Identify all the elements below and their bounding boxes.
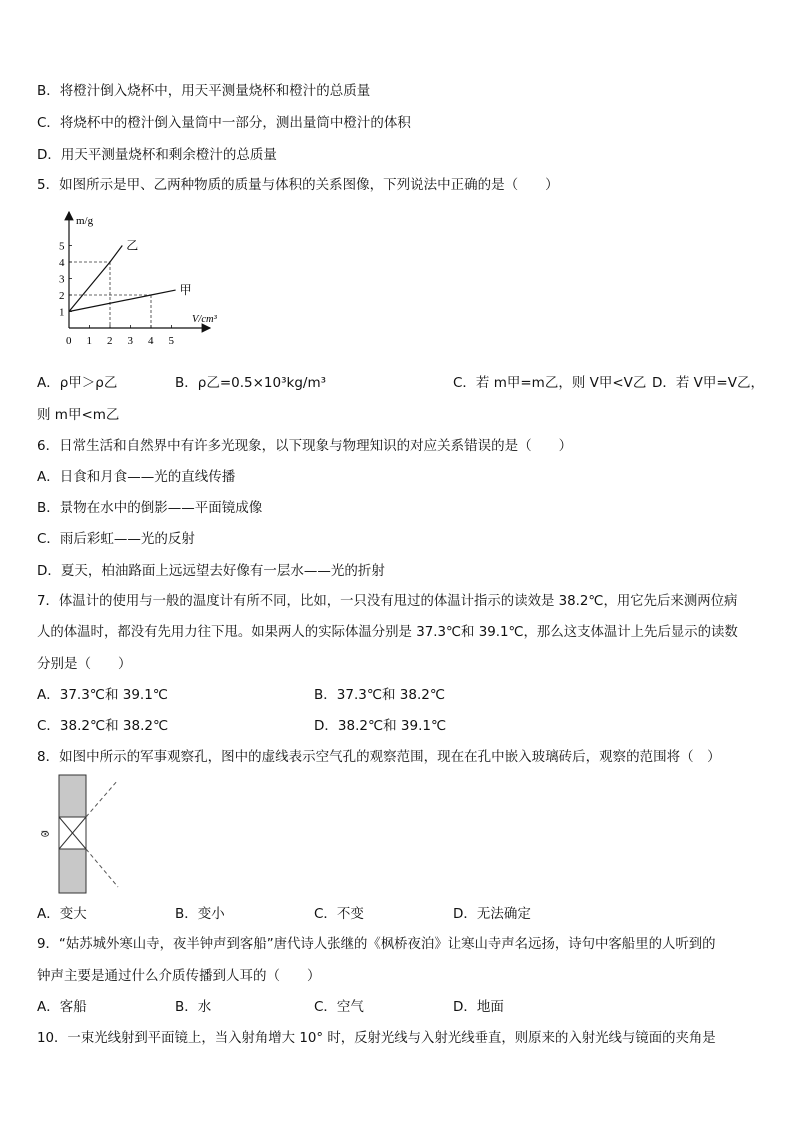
q9-option-a: A．客船 bbox=[37, 999, 87, 1015]
q9-option-d: D．地面 bbox=[453, 999, 504, 1015]
eye-icon bbox=[42, 831, 49, 836]
q8-option-a: A．变大 bbox=[37, 906, 87, 922]
q4-option-d: D．用天平测量烧杯和剩余橙汁的总质量 bbox=[37, 147, 277, 163]
y-tick-label-3: 3 bbox=[59, 273, 65, 286]
series-label-1: 甲 bbox=[179, 283, 192, 298]
q6-option-c: C．雨后彩虹——光的反射 bbox=[37, 531, 195, 547]
q10-stem-line1: 10．一束光线射到平面镜上，当入射角增大 10° 时，反射光线与入射光线垂直，则原来的入射光线与镜面的夹角是 bbox=[37, 1031, 716, 1046]
q4-option-b: B．将橙汁倒入烧杯中，用天平测量烧杯和橙汁的总质量 bbox=[37, 83, 371, 99]
x-tick-label-3: 3 bbox=[127, 335, 133, 347]
q8-observation-hole-diagram bbox=[38, 772, 128, 897]
q8-option-d: D．无法确定 bbox=[453, 906, 531, 922]
view-range-upper bbox=[86, 780, 118, 817]
q6-option-b: B．景物在水中的倒影——平面镜成像 bbox=[37, 500, 263, 516]
q9-option-c: C．空气 bbox=[314, 999, 364, 1015]
q9-stem-line1: 9．“姑苏城外寒山寺，夜半钟声到客船”唐代诗人张继的《枫桥夜泊》让寒山寺声名远扬，诗句中客船里的人听到的 bbox=[37, 937, 716, 952]
q5-option-b: B．ρ乙=0.5×10³kg/m³ bbox=[175, 375, 327, 391]
q5-mass-volume-chart bbox=[55, 206, 235, 351]
q7-stem-line1: 7．体温计的使用与一般的温度计有所不同，比如，一只没有甩过的体温计指示的读效是 38.2℃，用它先后来测两位病 bbox=[37, 594, 738, 609]
view-range-lower bbox=[86, 849, 118, 887]
q5-option-c: C．若 m甲=m乙，则 V甲<V乙 bbox=[453, 375, 647, 391]
x-tick-label-2: 2 bbox=[107, 335, 113, 347]
x-tick-label-4: 4 bbox=[148, 335, 154, 347]
q6-option-a: A．日食和月食——光的直线传播 bbox=[37, 469, 236, 485]
q4-option-c: C．将烧杯中的橙汁倒入量筒中一部分，测出量筒中橙汁的体积 bbox=[37, 115, 411, 131]
chart-guide-lines bbox=[69, 262, 151, 328]
x-axis-label: V/cm³ bbox=[192, 314, 217, 325]
q8-option-c: C．不变 bbox=[314, 906, 364, 922]
series-line-0 bbox=[69, 246, 122, 312]
x-tick-label-0: 0 bbox=[66, 335, 72, 347]
q9-stem-line2: 钟声主要是通过什么介质传播到人耳的（ ） bbox=[37, 968, 321, 984]
y-tick-label-4: 4 bbox=[59, 257, 65, 269]
q7-stem-line3: 分别是（ ） bbox=[37, 656, 132, 672]
series-label-0: 乙 bbox=[126, 238, 139, 253]
q5-stem: 5．如图所示是甲、乙两种物质的质量与体积的关系图像，下列说法中正确的是（ ） bbox=[37, 177, 559, 193]
y-axis-label: m/g bbox=[76, 215, 94, 227]
y-tick-label-5: 5 bbox=[59, 240, 65, 253]
q8-stem: 8．如图中所示的军事观察孔，图中的虚线表示空气孔的观察范围，现在在孔中嵌入玻璃砖后，观察的范围将（ ） bbox=[37, 749, 721, 765]
q8-option-b: B．变小 bbox=[175, 906, 225, 922]
q5-option-a: A．ρ甲＞ρ乙 bbox=[37, 375, 118, 391]
y-tick-label-2: 2 bbox=[59, 290, 65, 302]
q5-option-d: D．若 V甲=V乙， bbox=[652, 375, 764, 391]
q6-stem: 6．日常生活和自然界中有许多光现象，以下现象与物理知识的对应关系错误的是（ ） bbox=[37, 438, 573, 454]
q9-option-b: B．水 bbox=[175, 999, 212, 1015]
q7-option-b: B．37.3℃和 38.2℃ bbox=[314, 687, 445, 703]
q6-option-d: D．夏天，柏油路面上远远望去好像有一层水——光的折射 bbox=[37, 563, 385, 579]
wall-upper bbox=[59, 775, 86, 817]
q7-stem-line2: 人的体温时，都没有先用力往下甩。如果两人的实际体温分别是 37.3℃和 39.1℃，那么这支体温计上先后显示的读数 bbox=[37, 625, 738, 640]
q7-option-d: D．38.2℃和 39.1℃ bbox=[314, 718, 447, 734]
series-line-1 bbox=[69, 290, 176, 311]
q7-option-a: A．37.3℃和 39.1℃ bbox=[37, 687, 168, 703]
x-tick-label-1: 1 bbox=[86, 335, 92, 347]
wall-lower bbox=[59, 849, 86, 893]
y-tick-label-1: 1 bbox=[59, 306, 65, 319]
x-tick-label-5: 5 bbox=[168, 335, 174, 347]
q5-option-d-continued: 则 m甲<m乙 bbox=[37, 407, 120, 423]
q7-option-c: C．38.2℃和 38.2℃ bbox=[37, 718, 169, 734]
